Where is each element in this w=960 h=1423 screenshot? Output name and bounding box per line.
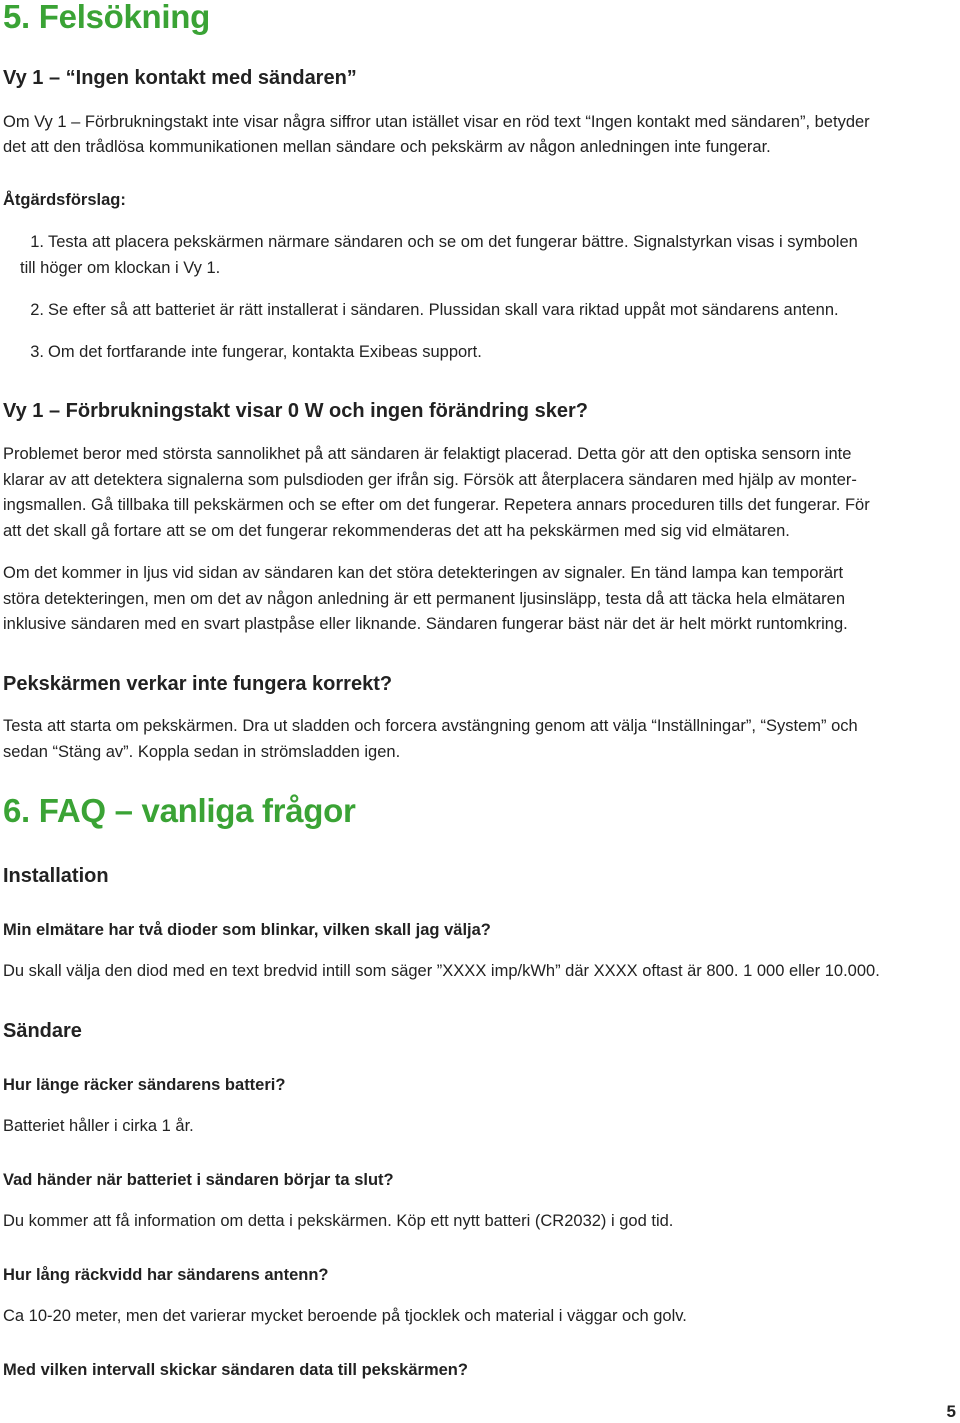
paragraph-line: ingsmallen. Gå tillbaka till pekskärmen och se efter om det fungerar. Repetera annars proceduren tills det fungerar. För [3, 496, 870, 514]
heading-no-contact: Vy 1 – “Ingen kontakt med sändaren” [3, 67, 357, 89]
paragraph-line: inklusive sändaren med en svart plastpåse eller liknande. Sändaren fungerar bäst när det är helt mörkt runtomkring. [3, 615, 848, 633]
paragraph-line: störa detekteringen, men om det av någon anledning är ett permanent ljusinsläpp, testa då att täcka hela elmätaren [3, 590, 846, 608]
faq-question: Vad händer när batteriet i sändaren börjar ta slut? [3, 1171, 394, 1189]
list-number: 2. [30, 301, 44, 319]
heading-zero-w: Vy 1 – Förbrukningstakt visar 0 W och ingen förändring sker? [3, 400, 588, 422]
heading-installation: Installation [3, 865, 109, 887]
list-text: Om det fortfarande inte fungerar, kontakta Exibeas support. [48, 343, 482, 361]
paragraph-line: sedan “Stäng av”. Koppla sedan in strömsladden igen. [3, 743, 401, 761]
list-item-continuation: till höger om klockan i Vy 1. [20, 259, 221, 277]
list-item [30, 340, 482, 366]
faq-question: Hur länge räcker sändarens batteri? [3, 1076, 286, 1094]
heading-sender: Sändare [3, 1020, 82, 1042]
paragraph-line: klarar av att detektera signalerna som pulsdioden ger ifrån sig. Försök att återplacera sändaren med hjälp av monter- [3, 471, 857, 489]
list-text: Testa att placera pekskärmen närmare sändaren och se om det fungerar bättre. Signalstyrkan visas i symbolen [48, 233, 858, 251]
paragraph-line: att det skall gå fortare att se om det fungerar rekommenderas det att ha pekskärmen med sig vid elmätaren. [3, 522, 790, 540]
page-number: 5 [946, 1402, 956, 1421]
list-number: 3. [30, 343, 44, 361]
list-item [30, 298, 839, 324]
faq-answer: Batteriet håller i cirka 1 år. [3, 1117, 194, 1135]
section-title-faq: 6. FAQ – vanliga frågor [3, 792, 356, 829]
paragraph-line: Om Vy 1 – Förbrukningstakt inte visar några siffror utan istället visar en röd text “Ingen kontakt med sändaren”, betyder [3, 113, 870, 131]
actions-label: Åtgärdsförslag: [3, 191, 126, 209]
faq-question: Min elmätare har två dioder som blinkar, vilken skall jag välja? [3, 921, 491, 939]
paragraph-line: Testa att starta om pekskärmen. Dra ut sladden och forcera avstängning genom att välja “Inställningar”, “System” och [3, 717, 858, 735]
faq-answer: Du skall välja den diod med en text bredvid intill som säger ”XXXX imp/kWh” där XXXX oftast är 800. 1 000 eller 10.000. [3, 962, 880, 980]
faq-question: Hur lång räckvidd har sändarens antenn? [3, 1266, 329, 1284]
paragraph-line: Om det kommer in ljus vid sidan av sändaren kan det störa detekteringen av signaler. En tänd lampa kan temporärt [3, 564, 844, 582]
faq-question: Med vilken intervall skickar sändaren data till pekskärmen? [3, 1361, 468, 1379]
list-text: Se efter så att batteriet är rätt installerat i sändaren. Plussidan skall vara riktad uppåt mot sändarens antenn. [48, 301, 839, 319]
paragraph-line: det att den trådlösa kommunikationen mellan sändare och pekskärm av någon anledningen inte fungerar. [3, 138, 771, 156]
list-number: 1. [30, 233, 44, 251]
list-item [30, 230, 858, 256]
heading-touchscreen: Pekskärmen verkar inte fungera korrekt? [3, 673, 393, 695]
faq-answer: Ca 10-20 meter, men det varierar mycket beroende på tjocklek och material i väggar och golv. [3, 1307, 687, 1325]
section-title-troubleshooting: 5. Felsökning [3, 0, 210, 35]
faq-answer: Du kommer att få information om detta i pekskärmen. Köp ett nytt batteri (CR2032) i god tid. [3, 1212, 674, 1230]
paragraph-line: Problemet beror med största sannolikhet på att sändaren är felaktigt placerad. Detta gör att den optiska sensorn inte [3, 445, 852, 463]
